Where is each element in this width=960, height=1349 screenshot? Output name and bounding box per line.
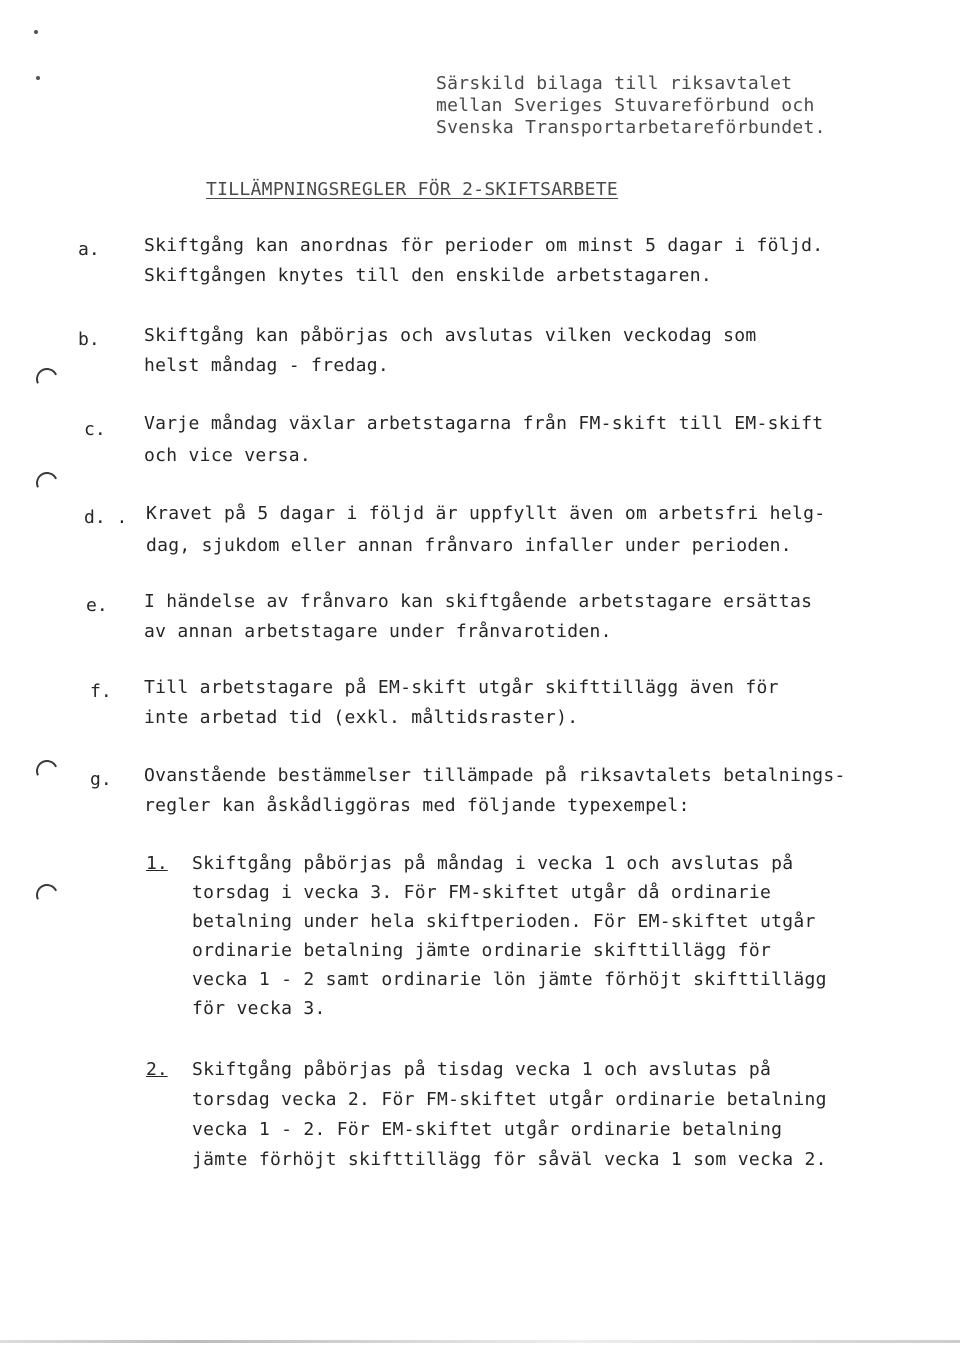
item-marker-b: b. [78, 329, 100, 350]
example-2-line-3: vecka 1 - 2. För EM-skiftet utgår ordinarie betalning [192, 1119, 783, 1140]
item-marker-e: e. [86, 595, 108, 616]
scan-speck [34, 30, 38, 34]
example-2-line-2: torsdag vecka 2. För FM-skiftet utgår ordinarie betalning [192, 1089, 827, 1110]
example-marker-2: 2. [146, 1059, 168, 1080]
item-e-line-2: av annan arbetstagare under frånvarotiden. [144, 621, 612, 642]
example-1-line-6: för vecka 3. [192, 998, 326, 1019]
item-d-line-1: Kravet på 5 dagar i följd är uppfyllt även om arbetsfri helg- [146, 503, 826, 524]
item-a-line-2: Skiftgången knytes till den enskilde arbetstagaren. [144, 265, 712, 286]
example-1-line-4: ordinarie betalning jämte ordinarie skifttillägg för [192, 940, 772, 961]
item-a-line-1: Skiftgång kan anordnas för perioder om minst 5 dagar i följd. [144, 235, 824, 256]
punch-hole-mark [33, 469, 61, 497]
header-line-2: mellan Sveriges Stuvareförbund och [436, 95, 815, 116]
punch-hole-mark [33, 757, 61, 785]
punch-hole-mark [33, 365, 61, 393]
document-title: TILLÄMPNINGSREGLER FÖR 2-SKIFTSARBETE [206, 179, 619, 200]
scan-speck [36, 76, 40, 80]
item-d-line-2: dag, sjukdom eller annan frånvaro infaller under perioden. [146, 535, 792, 556]
item-c-line-2: och vice versa. [144, 445, 312, 466]
header-line-3: Svenska Transportarbetareförbundet. [436, 117, 826, 138]
item-e-line-1: I händelse av frånvaro kan skiftgående arbetstagare ersättas [144, 591, 813, 612]
item-marker-a: a. [78, 239, 100, 260]
item-b-line-2: helst måndag - fredag. [144, 355, 390, 376]
example-1-line-2: torsdag i vecka 3. För FM-skiftet utgår då ordinarie [192, 882, 772, 903]
item-marker-f: f. [90, 681, 112, 702]
item-g-line-1: Ovanstående bestämmelser tillämpade på riksavtalets betalnings- [144, 765, 846, 786]
example-2-line-1: Skiftgång påbörjas på tisdag vecka 1 och avslutas på [192, 1059, 772, 1080]
example-marker-1: 1. [146, 853, 168, 874]
item-f-line-1: Till arbetstagare på EM-skift utgår skifttillägg även för [144, 677, 779, 698]
item-marker-c: c. [84, 419, 106, 440]
item-b-line-1: Skiftgång kan påbörjas och avslutas vilken veckodag som [144, 325, 757, 346]
item-c-line-1: Varje måndag växlar arbetstagarna från FM-skift till EM-skift [144, 413, 824, 434]
example-1-line-1: Skiftgång påbörjas på måndag i vecka 1 och avslutas på [192, 853, 794, 874]
scan-bottom-edge [0, 1340, 960, 1343]
item-g-line-2: regler kan åskådliggöras med följande typexempel: [144, 795, 690, 816]
example-1-line-5: vecka 1 - 2 samt ordinarie lön jämte förhöjt skifttillägg [192, 969, 827, 990]
example-2-line-4: jämte förhöjt skifttillägg för såväl vecka 1 som vecka 2. [192, 1149, 827, 1170]
header-line-1: Särskild bilaga till riksavtalet [436, 73, 793, 94]
item-f-line-2: inte arbetad tid (exkl. måltidsraster). [144, 707, 579, 728]
item-marker-g: g. [90, 769, 112, 790]
punch-hole-mark [33, 881, 61, 909]
example-1-line-3: betalning under hela skiftperioden. För EM-skiftet utgår [192, 911, 816, 932]
item-marker-d: d. . [84, 507, 128, 528]
